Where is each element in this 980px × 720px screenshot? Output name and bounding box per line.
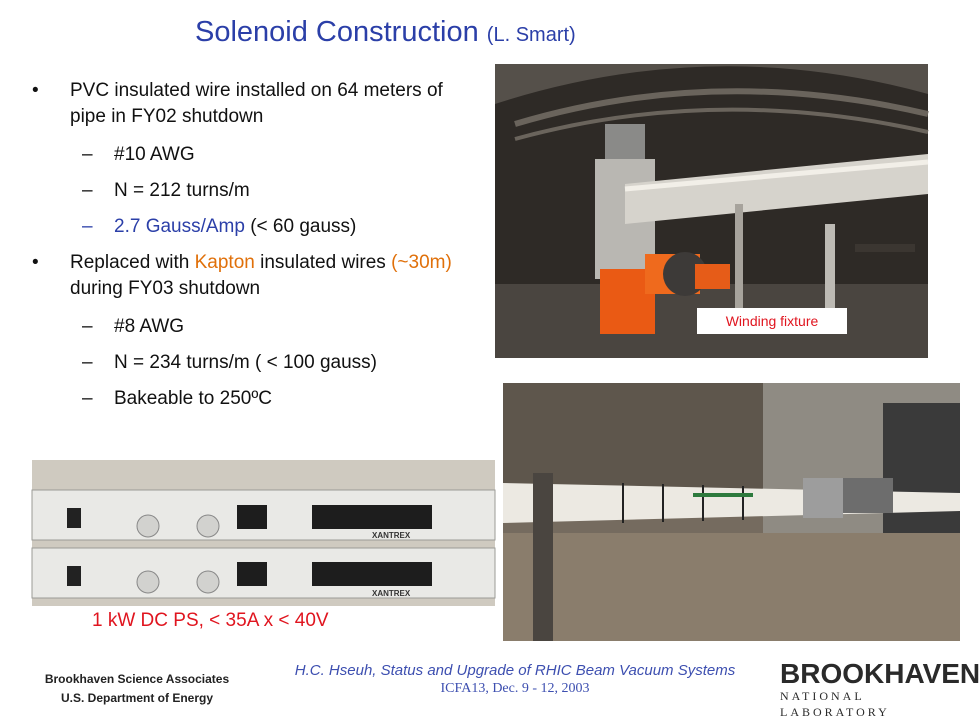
sub-bullet-dash: – xyxy=(82,216,93,237)
sub-bullet-text: (< 60 gauss) xyxy=(244,216,357,237)
bullet-text: during FY03 shutdown xyxy=(70,278,261,299)
ps-brand-label: XANTREX xyxy=(372,531,411,540)
title-main: Solenoid Construction xyxy=(195,16,479,48)
footer-talk-title: H.C. Hseuh, Status and Upgrade of RHIC Beam Vacuum Systems xyxy=(294,662,736,679)
bullet-item xyxy=(32,250,472,302)
footer-org-name: Brookhaven Science Associates xyxy=(44,672,230,686)
bullet-list xyxy=(32,78,472,422)
sub-bullet-item xyxy=(32,314,472,340)
bullet-text: Replaced with xyxy=(70,252,195,273)
sub-bullet-item xyxy=(32,386,472,412)
sub-bullet-dash: – xyxy=(82,180,93,201)
footer-talk-info xyxy=(255,662,775,697)
footer-org xyxy=(34,670,240,708)
sub-bullet-dash: – xyxy=(82,352,93,373)
title-author: (L. Smart) xyxy=(486,24,576,46)
power-supply-caption: 1 kW DC PS, < 35A x < 40V xyxy=(92,610,329,631)
sub-bullet-item xyxy=(32,214,472,240)
sub-bullet-text: N = 234 turns/m ( < 100 gauss) xyxy=(114,352,377,373)
winding-fixture-label: Winding fixture xyxy=(697,308,847,334)
sub-bullet-text: #10 AWG xyxy=(114,144,195,165)
sub-bullet-dash: – xyxy=(82,144,93,165)
bullet-item xyxy=(32,78,472,130)
power-supply-drawing xyxy=(32,460,495,606)
ps-brand-label: XANTREX xyxy=(372,589,411,598)
gauss-per-amp-text: 2.7 Gauss/Amp xyxy=(114,216,245,237)
sub-bullet-dash: – xyxy=(82,388,93,409)
bullet-text: PVC insulated wire installed on 64 meters of pipe in FY02 shutdown xyxy=(70,80,443,127)
sub-bullet-item xyxy=(32,142,472,168)
sub-bullet-item xyxy=(32,350,472,376)
bullet-dot: • xyxy=(32,252,39,273)
power-supply-photo xyxy=(32,460,495,606)
kapton-text: Kapton xyxy=(194,252,255,273)
sub-bullet-text: N = 212 turns/m xyxy=(114,180,250,201)
bullet-text: insulated wires xyxy=(254,252,392,273)
solenoid-pipe-photo xyxy=(503,383,960,641)
bullet-dot: • xyxy=(32,80,39,101)
sub-bullet-text: Bakeable to 250ºC xyxy=(114,388,272,409)
sub-bullet-text: #8 AWG xyxy=(114,316,185,337)
logo-wordmark: BROOKHAVEN xyxy=(780,658,980,689)
sub-bullet-dash: – xyxy=(82,316,93,337)
footer-conference: ICFA13, Dec. 9 - 12, 2003 xyxy=(440,681,590,696)
footer-dept-name: U.S. Department of Energy xyxy=(60,691,214,705)
slide-title xyxy=(195,16,576,49)
solenoid-pipe-drawing xyxy=(503,383,960,641)
sub-bullet-item xyxy=(32,178,472,204)
wire-length-text: (~30m) xyxy=(391,252,452,273)
logo-subtitle: NATIONAL LABORATORY xyxy=(780,689,890,719)
brookhaven-logo xyxy=(780,658,980,720)
